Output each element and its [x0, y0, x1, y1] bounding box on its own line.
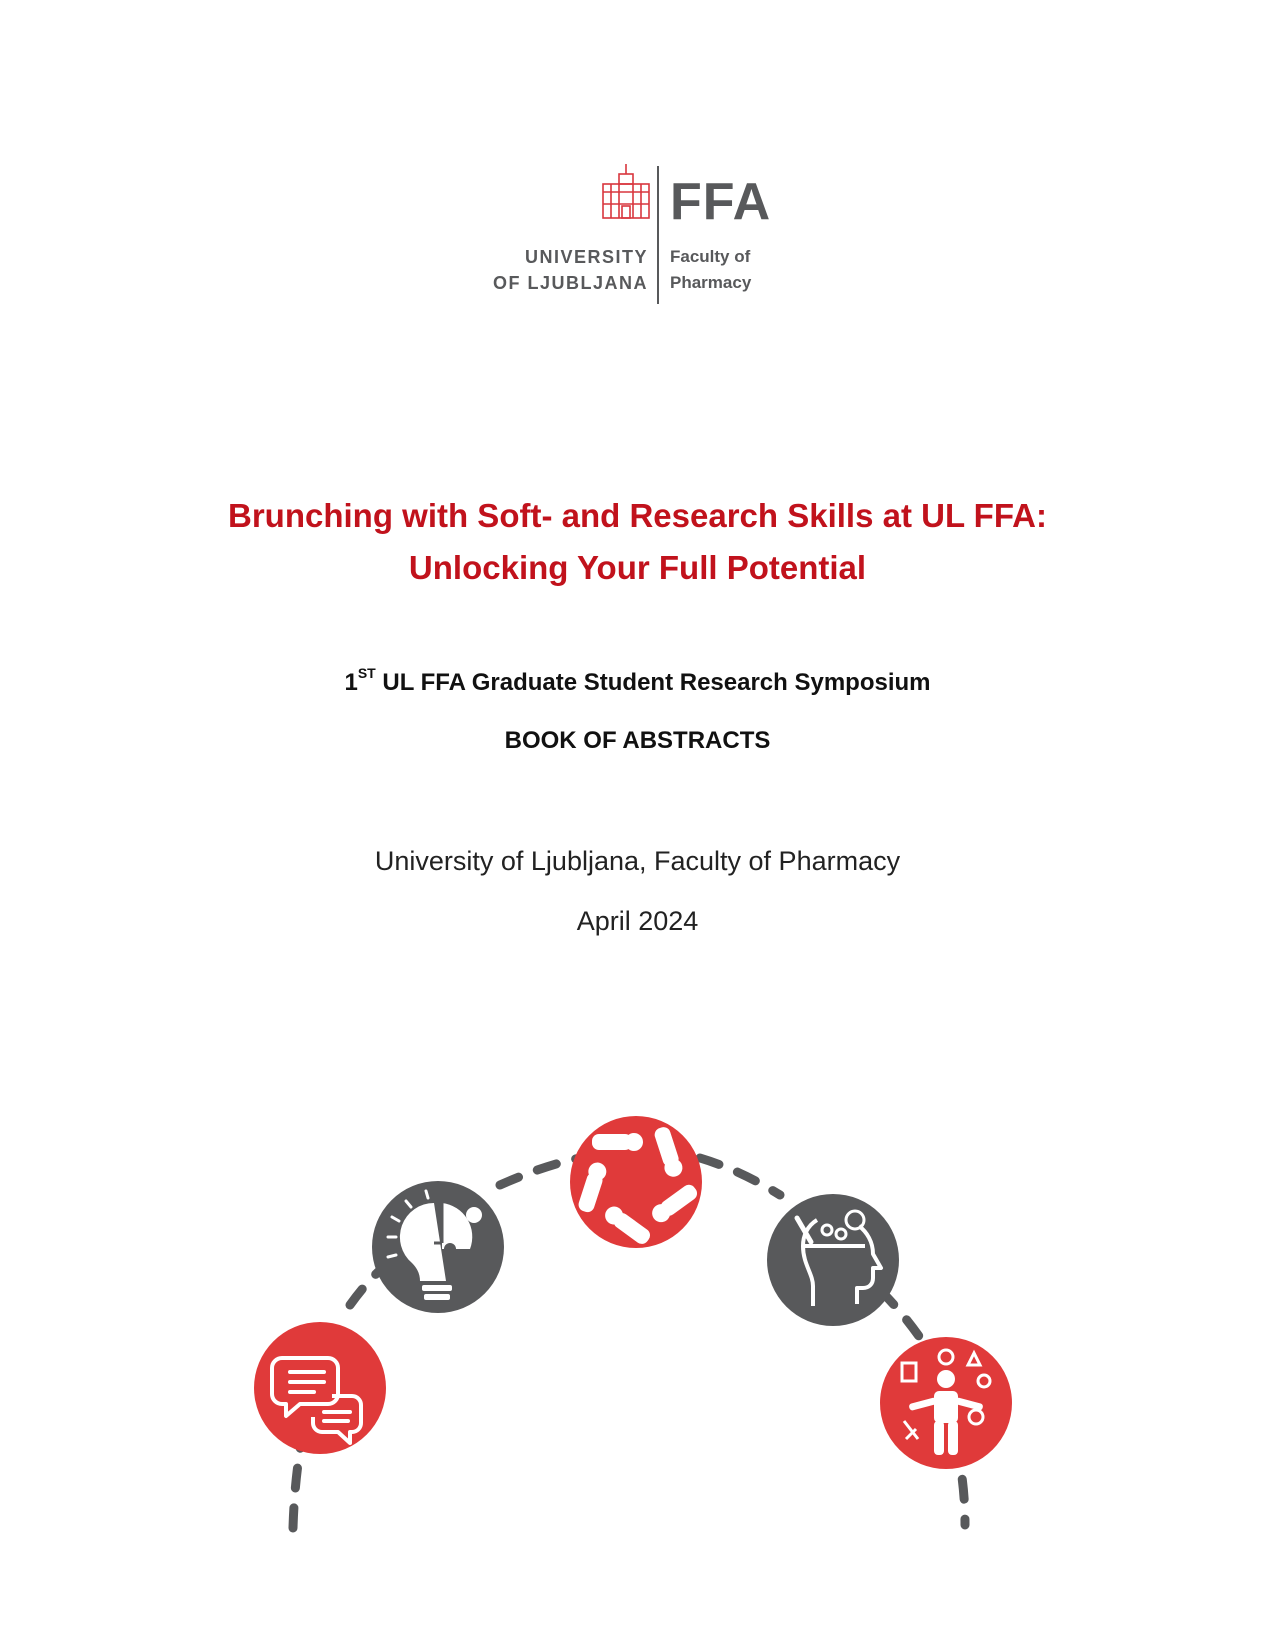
publication-date: April 2024 — [576, 906, 699, 936]
title-line: Unlocking Your Full Potential — [408, 549, 867, 586]
logo-ffa-mark: FFA — [670, 173, 772, 231]
logo-university-name — [493, 244, 648, 296]
logo-faculty-line: Pharmacy — [670, 273, 752, 292]
head-ideas-icon — [767, 1194, 899, 1326]
institution-name: University of Ljubljana, Faculty of Pharmacy — [374, 846, 901, 876]
lightbulb-puzzle-icon — [372, 1181, 504, 1313]
logo-divider — [657, 166, 659, 304]
symposium-subtitle — [0, 665, 1275, 697]
logo-university-line: OF LJUBLJANA — [492, 273, 648, 293]
skills-path-illustration — [0, 1100, 1275, 1560]
ordinal-suffix: ST — [357, 665, 376, 681]
ordinal-number: 1 — [344, 669, 358, 696]
faculty-logo — [480, 162, 800, 312]
building-icon — [601, 162, 651, 222]
book-of-abstracts-heading: BOOK OF ABSTRACTS — [504, 727, 771, 754]
subtitle-text: UL FFA Graduate Student Research Symposium — [375, 669, 931, 696]
logo-university-line: UNIVERSITY — [524, 247, 648, 267]
logo-faculty-name — [670, 244, 751, 296]
logo-faculty-line: Faculty of — [670, 247, 751, 266]
teamwork-hands-icon — [570, 1116, 702, 1248]
speech-bubbles-icon — [254, 1322, 386, 1454]
title-line: Brunching with Soft- and Research Skills at UL FFA: — [228, 497, 1047, 534]
multitasking-person-icon — [880, 1337, 1012, 1469]
document-title — [0, 490, 1275, 594]
